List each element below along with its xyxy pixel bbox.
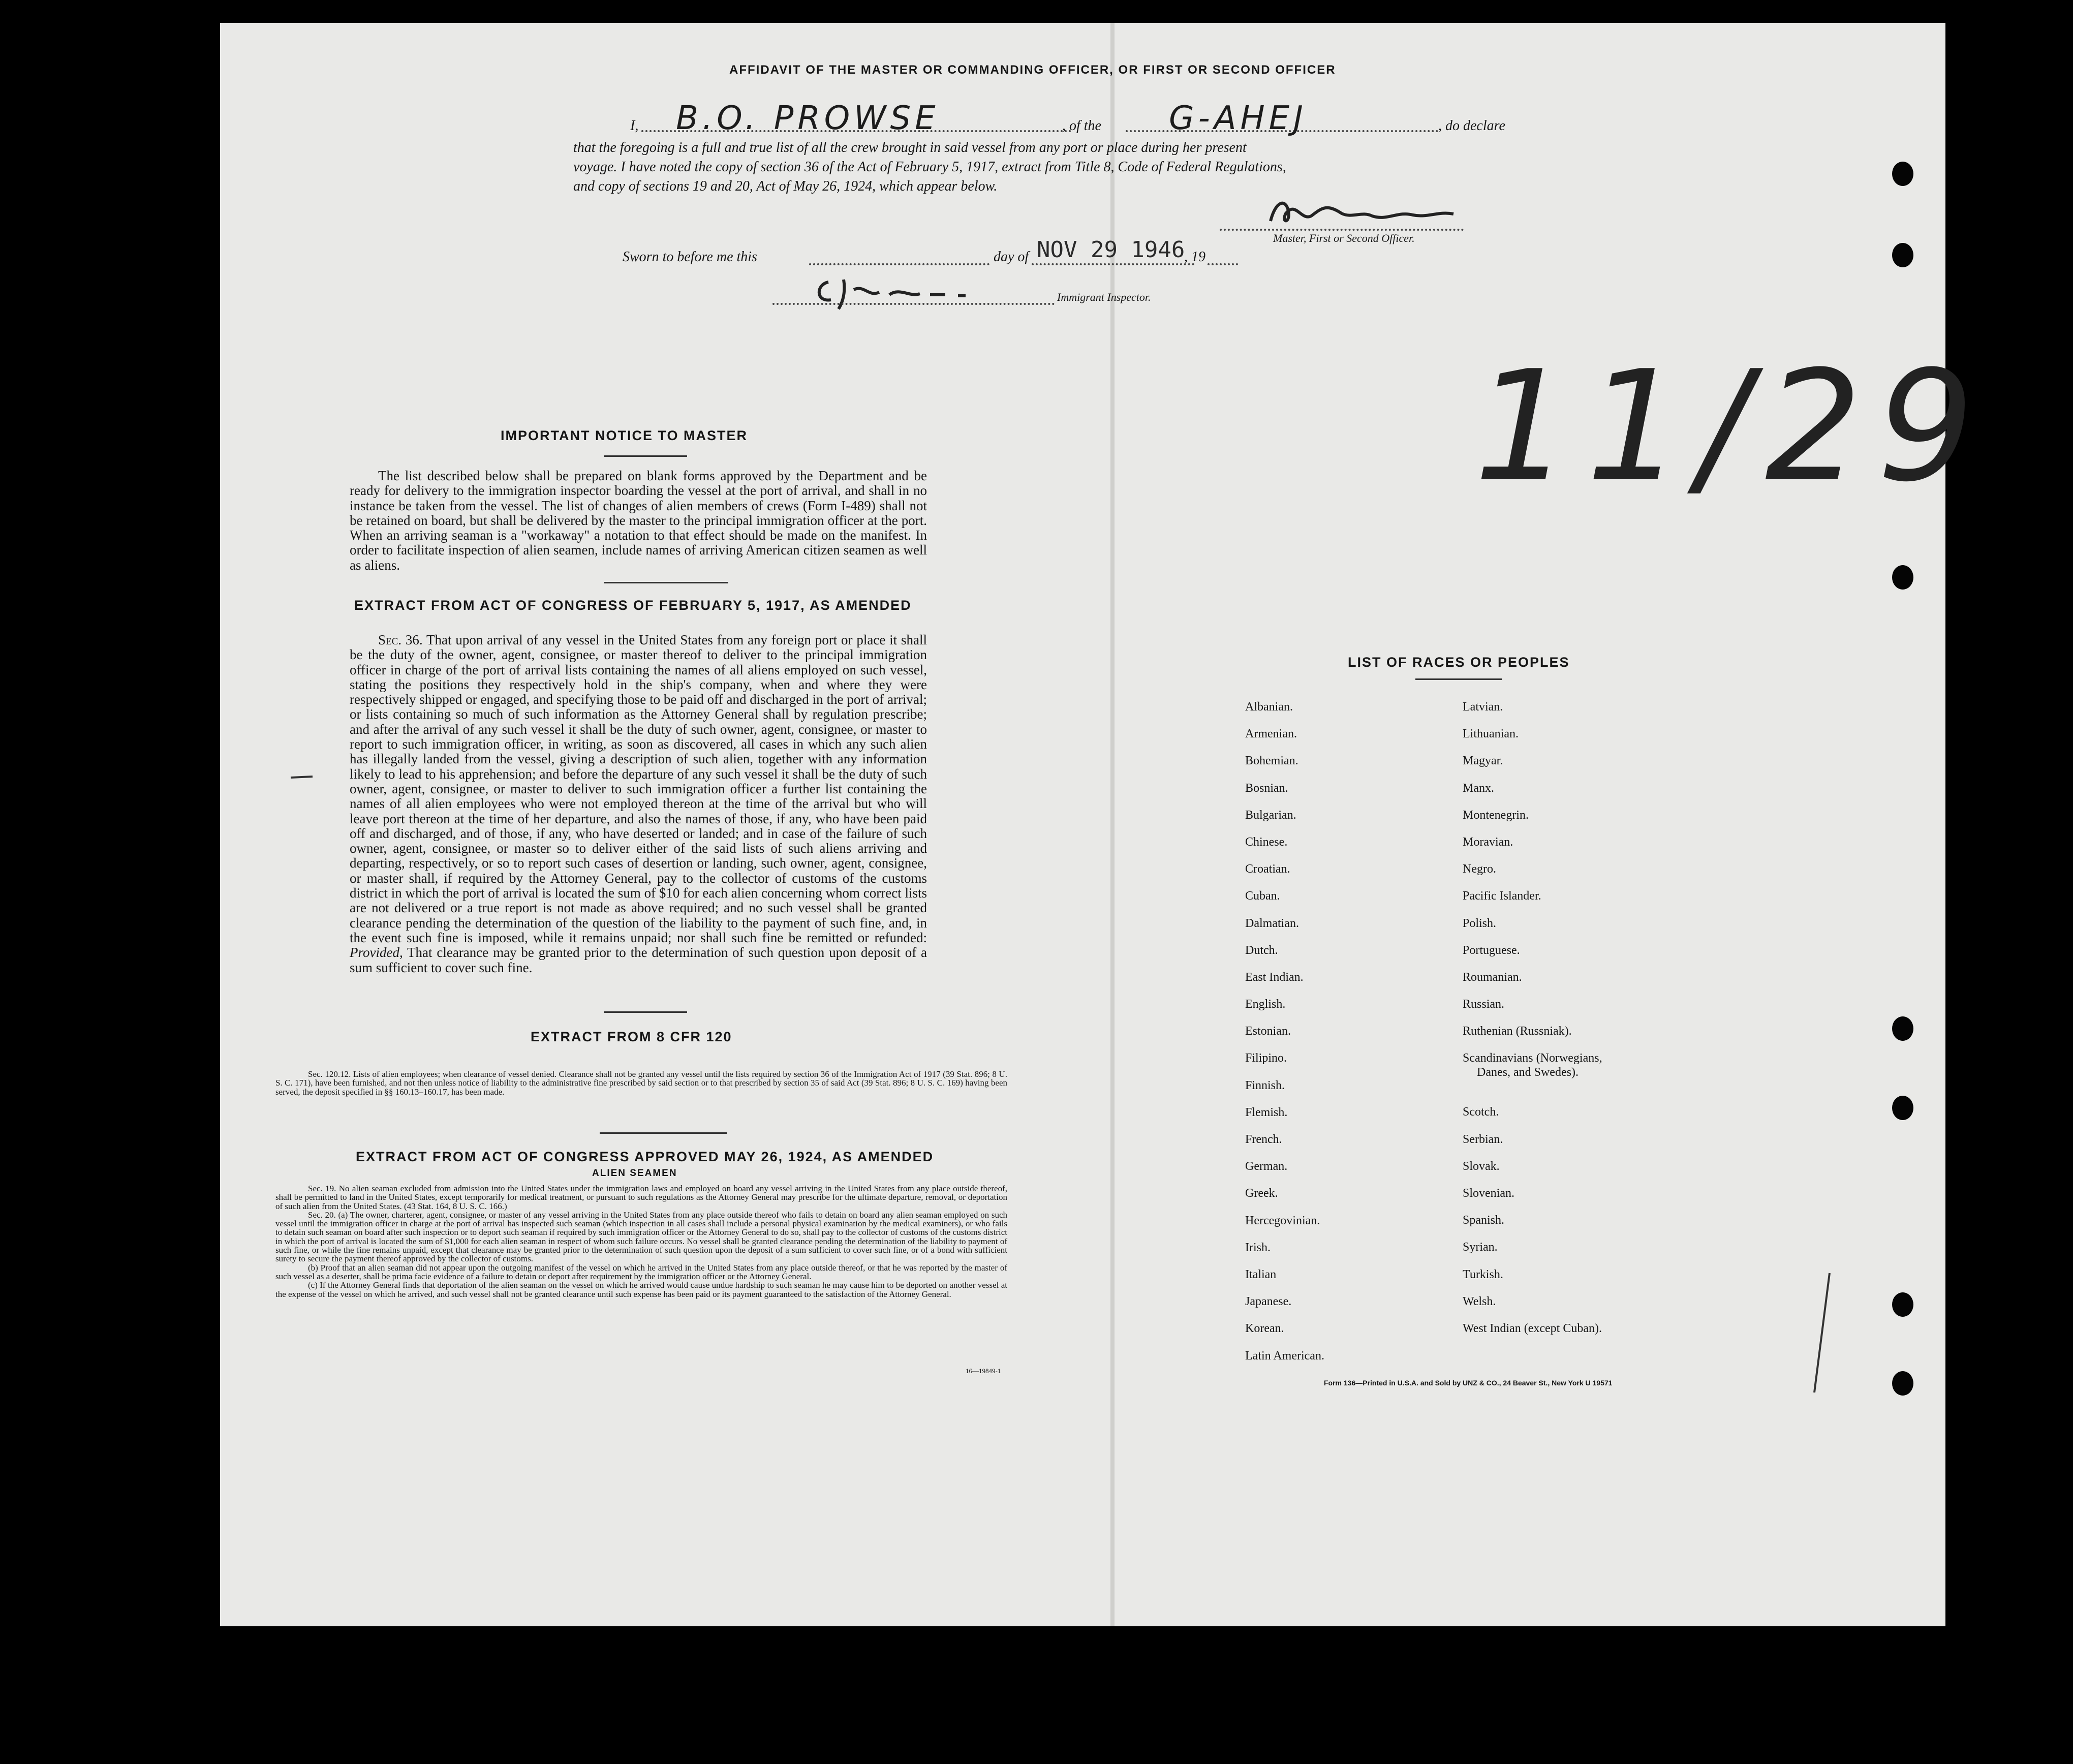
race-item: Armenian. <box>1245 727 1297 741</box>
year-label: , 19 <box>1184 249 1205 265</box>
race-item: West Indian (except Cuban). <box>1463 1321 1602 1335</box>
section-19: Sec. 19. No alien seaman excluded from admission into the United States under the immigration laws and employed on board any vessel arriving in the United States from any place outside thereof, shall be permitted to land in the United States, except temporarily for medical treatment, or pursuant to such regulations as the Attorney General may prescribe for the ultimate departure, removal, or deportation of such alien from the United States. (43 Stat. 164, 8 U. S. C. 166.) <box>275 1184 1007 1211</box>
sworn-year-line <box>1208 263 1238 265</box>
race-item: Negro. <box>1463 862 1496 876</box>
punch-hole <box>1892 243 1913 267</box>
punch-hole <box>1892 1016 1913 1041</box>
cfr-body: Sec. 120.12. Lists of alien employees; when clearance of vessel denied. Clearance shall not be granted any vessel until the lists required by section 36 of the Immigration Act of 1917 (39 Stat. 896; 8 U. S. C. 171), have been furnished, and not then unless notice of liability to the administrative fine prescribed by said section or to that prescribed by section 35 of said Act (39 Stat. 896; 8 U. S. C. 169) having been served, the deposit specified in §§ 160.13–160.17, has been made. <box>275 1069 1007 1097</box>
inspector-line <box>772 303 1055 305</box>
form-footer: Form 136—Printed in U.S.A. and Sold by UNZ & CO., 24 Beaver St., New York U 19571 <box>1324 1379 1613 1387</box>
race-item: Latin American. <box>1245 1349 1324 1363</box>
divider <box>1415 678 1502 680</box>
pencil-mark <box>1809 1271 1840 1398</box>
handwritten-date: 11/29 <box>1474 338 1990 515</box>
race-item: Bulgarian. <box>1245 808 1296 822</box>
race-item: Korean. <box>1245 1322 1284 1336</box>
master-signature <box>1265 196 1489 231</box>
race-item: Spanish. <box>1463 1214 1505 1227</box>
divider <box>604 455 687 457</box>
section-20b: (b) Proof that an alien seaman did not appear upon the outgoing manifest of the vessel on which he arrived in the United States from any place outside thereof, or that he was reported by the master of such vessel as a deserter, shall be prima facie evidence of a failure to detain or deport after requirement by the immigration officer or the Attorney General. <box>275 1262 1007 1281</box>
race-item: Manx. <box>1463 781 1494 795</box>
affidavit-line-1: that the foregoing is a full and true list of all the crew brought in said vessel from any port or place during her present <box>573 140 1247 156</box>
race-item: Pacific Islander. <box>1463 889 1541 903</box>
race-item: Polish. <box>1463 916 1497 930</box>
race-item: Ruthenian (Russniak). <box>1463 1025 1572 1038</box>
race-item: Slovak. <box>1463 1159 1500 1173</box>
of-the-label: , of the <box>1062 118 1101 134</box>
race-item: Lithuanian. <box>1463 727 1519 741</box>
race-item: Croatian. <box>1245 862 1290 876</box>
races-right-column <box>1463 700 1602 1349</box>
race-item: Slovenian. <box>1463 1187 1514 1200</box>
punch-hole <box>1892 1096 1913 1120</box>
race-item: Bosnian. <box>1245 781 1288 795</box>
race-item: Moravian. <box>1463 835 1513 849</box>
sworn-month-line <box>1032 263 1194 265</box>
form-number: 16—19849-1 <box>966 1367 1001 1375</box>
race-item: Montenegrin. <box>1463 808 1529 822</box>
do-declare-label: , do declare <box>1438 118 1505 134</box>
divider <box>604 1011 687 1013</box>
race-item: Cuban. <box>1245 889 1280 903</box>
extract-1917-title: EXTRACT FROM ACT OF CONGRESS OF FEBRUARY 5, 1917, AS AMENDED <box>354 598 912 613</box>
extract-1924-title: EXTRACT FROM ACT OF CONGRESS APPROVED MAY 26, 1924, AS AMENDED <box>356 1149 934 1164</box>
race-item: Filipino. <box>1245 1051 1287 1065</box>
race-item: Greek. <box>1245 1187 1278 1200</box>
master-name-handwritten: B.O. PROWSE <box>676 100 940 137</box>
divider <box>600 1132 727 1134</box>
races-title: LIST OF RACES OR PEOPLES <box>1348 655 1570 670</box>
section-36-end: That clearance may be granted prior to the determination of such question upon deposit of a sum sufficient to cover such fine. <box>350 945 927 975</box>
day-of-label: day of <box>994 249 1029 265</box>
race-item: Magyar. <box>1463 754 1503 768</box>
alien-seamen-subtitle: ALIEN SEAMEN <box>592 1168 677 1179</box>
race-item: English. <box>1245 998 1286 1011</box>
affidavit-heading: AFFIDAVIT OF THE MASTER OR COMMANDING OFFICER, OR FIRST OR SECOND OFFICER <box>729 63 1336 77</box>
race-item: Japanese. <box>1245 1295 1292 1309</box>
race-item: Irish. <box>1245 1241 1271 1254</box>
vessel-name-handwritten: G-AHEJ <box>1169 100 1307 137</box>
race-item: Syrian. <box>1463 1241 1498 1254</box>
race-item: German. <box>1245 1160 1288 1173</box>
notice-title: IMPORTANT NOTICE TO MASTER <box>501 428 748 443</box>
section-20a: Sec. 20. (a) The owner, charterer, agent, consignee, or master of any vessel arriving in the United States from any place outside thereof who fails to detain on board any alien seaman employed on such vessel until the immigration officer in charge at the port of arrival has inspected such seaman (which inspection in all cases shall include a personal physical examination by the medical examiners), or who fails to detain such seaman on board after such inspection or to deport such seaman if required by such immigration officer or the Attorney General to do so, shall pay to the collector of customs of the customs district in which the port of arrival is located the sum of $1,000 for each alien seaman in respect of whom such failure occurs. No vessel shall be granted clearance pending the determination of the liability to payment of such fine, or while the fine remains unpaid, except that clearance may be granted prior to the determination of such question upon the deposit of a sum sufficient to cover such fine, or of a bond with sufficient surety to secure the payment thereof approved by the collector of customs. <box>275 1210 1007 1264</box>
race-item: Roumanian. <box>1463 970 1522 984</box>
races-left-column <box>1245 700 1324 1376</box>
punch-hole <box>1892 1371 1913 1396</box>
section-36-label: Sec. 36. <box>378 632 423 647</box>
race-item: Bohemian. <box>1245 754 1298 768</box>
master-signature-line <box>1220 229 1464 231</box>
race-item: Hercegovinian. <box>1245 1214 1320 1227</box>
race-item: Dutch. <box>1245 943 1278 957</box>
race-item: East Indian. <box>1245 970 1304 984</box>
race-item: Flemish. <box>1245 1105 1288 1119</box>
divider <box>604 582 728 583</box>
race-item: French. <box>1245 1133 1282 1146</box>
race-item: Scotch. <box>1463 1105 1499 1119</box>
section-36-text <box>350 633 927 975</box>
race-item: Latvian. <box>1463 700 1503 714</box>
section-20c: (c) If the Attorney General finds that deportation of the alien seaman on the vessel on which he arrived would cause undue hardship to such seaman he may cause him to be deported on another vessel at the expense of the vessel on which he arrived, and such vessel shall not be granted clearance until such expense has been paid or its payment guaranteed to the satisfaction of the Attorney General. <box>275 1280 1007 1299</box>
sworn-day-line <box>809 263 989 265</box>
provided-label: Provided, <box>350 945 403 961</box>
inspector-label: Immigrant Inspector. <box>1057 291 1151 303</box>
date-stamp: NOV 29 1946 <box>1037 237 1185 263</box>
race-item: Dalmatian. <box>1245 916 1299 930</box>
master-label: Master, First or Second Officer. <box>1273 232 1415 244</box>
race-item: Portuguese. <box>1463 943 1520 957</box>
cfr-title: EXTRACT FROM 8 CFR 120 <box>531 1029 732 1044</box>
affidavit-i: I, <box>630 118 639 134</box>
race-item: Finnish. <box>1245 1078 1285 1092</box>
race-item: Estonian. <box>1245 1025 1291 1038</box>
extract-1924-body <box>275 1184 1007 1298</box>
race-item: Albanian. <box>1245 700 1293 714</box>
race-item: Welsh. <box>1463 1294 1496 1308</box>
race-item: Turkish. <box>1463 1267 1503 1281</box>
race-item: Chinese. <box>1245 835 1288 849</box>
affidavit-line-2: voyage. I have noted the copy of section 36 of the Act of February 5, 1917, extract from Title 8, Code of Federal Regulations, <box>573 159 1286 175</box>
affidavit-line-3: and copy of sections 19 and 20, Act of May 26, 1924, which appear below. <box>573 178 998 194</box>
notice-body: The list described below shall be prepared on blank forms approved by the Department and be ready for delivery to the immigration inspector boarding the vessel at the port of arrival, and shall in no instance be taken from the vessel. The list of changes of alien members of crews (Form I-489) shall not be retained on board, but shall be delivered by the master to the principal immigration officer at the port. When an arriving seaman is a "workaway" a notation to that effect should be made on the manifest. In order to facilitate inspection of alien seamen, include names of arriving American citizen seamen as well as aliens. <box>350 468 927 573</box>
pencil-mark <box>290 775 315 780</box>
section-36-body: That upon arrival of any vessel in the United States from any foreign port or place it shall be the duty of the owner, agent, consignee, or master thereof to deliver to the principal immigration officer in charge of the port of arrival lists containing the names of all aliens employed on such vessel, stating the positions they respectively hold in the ship's company, when and where they were respectively shipped or engaged, and specifying those to be paid off and discharged in the port of arrival; or lists containing so much of such information as the Attorney General shall by regulation prescribe; and after the arrival of any such vessel it shall be the duty of such owner, agent, consignee, or master to report to such immigration officer, in writing, as soon as discovered, all cases in which any such alien has illegally landed from the vessel, giving a description of such alien, together with any information likely to lead to his apprehension; and before the departure of any such vessel it shall be the duty of such owner, agent, consignee, or master to deliver to such immigration officer a further list containing the names of all alien employees who were not employed thereon at the time of the arrival but who will leave port thereon at the time of her departure, and also the names of those, if any, who have been paid off and discharged, and of those, if any, who have deserted or landed; and in case of the failure of such owner, agent, consignee, or master so to deliver either of the said lists of such aliens arriving and departing, respectively, or so to report such cases of desertion or landing, such owner, agent, consignee, or master shall, if required by the Attorney General, pay to the collector of customs of the customs district in which the port of arrival is located the sum of $10 for each alien concerning whom correct lists are not delivered or a true report is not made as above required; and no such vessel shall be granted clearance pending the determination of the question of the liability to the payment of such fine, and, in the event such fine is imposed, while it remains unpaid; nor shall such fine be remitted or refunded: <box>350 632 927 945</box>
race-item: Italian <box>1245 1267 1277 1281</box>
punch-hole <box>1892 162 1913 186</box>
punch-hole <box>1892 565 1913 590</box>
race-item: Russian. <box>1463 998 1505 1011</box>
punch-hole <box>1892 1292 1913 1317</box>
race-item: Scandinavians (Norwegians, <box>1463 1051 1602 1065</box>
race-item: Danes, and Swedes). <box>1477 1066 1579 1079</box>
affidavit-body <box>573 138 1531 196</box>
race-item: Serbian. <box>1463 1132 1503 1146</box>
sworn-label: Sworn to before me this <box>623 249 757 265</box>
